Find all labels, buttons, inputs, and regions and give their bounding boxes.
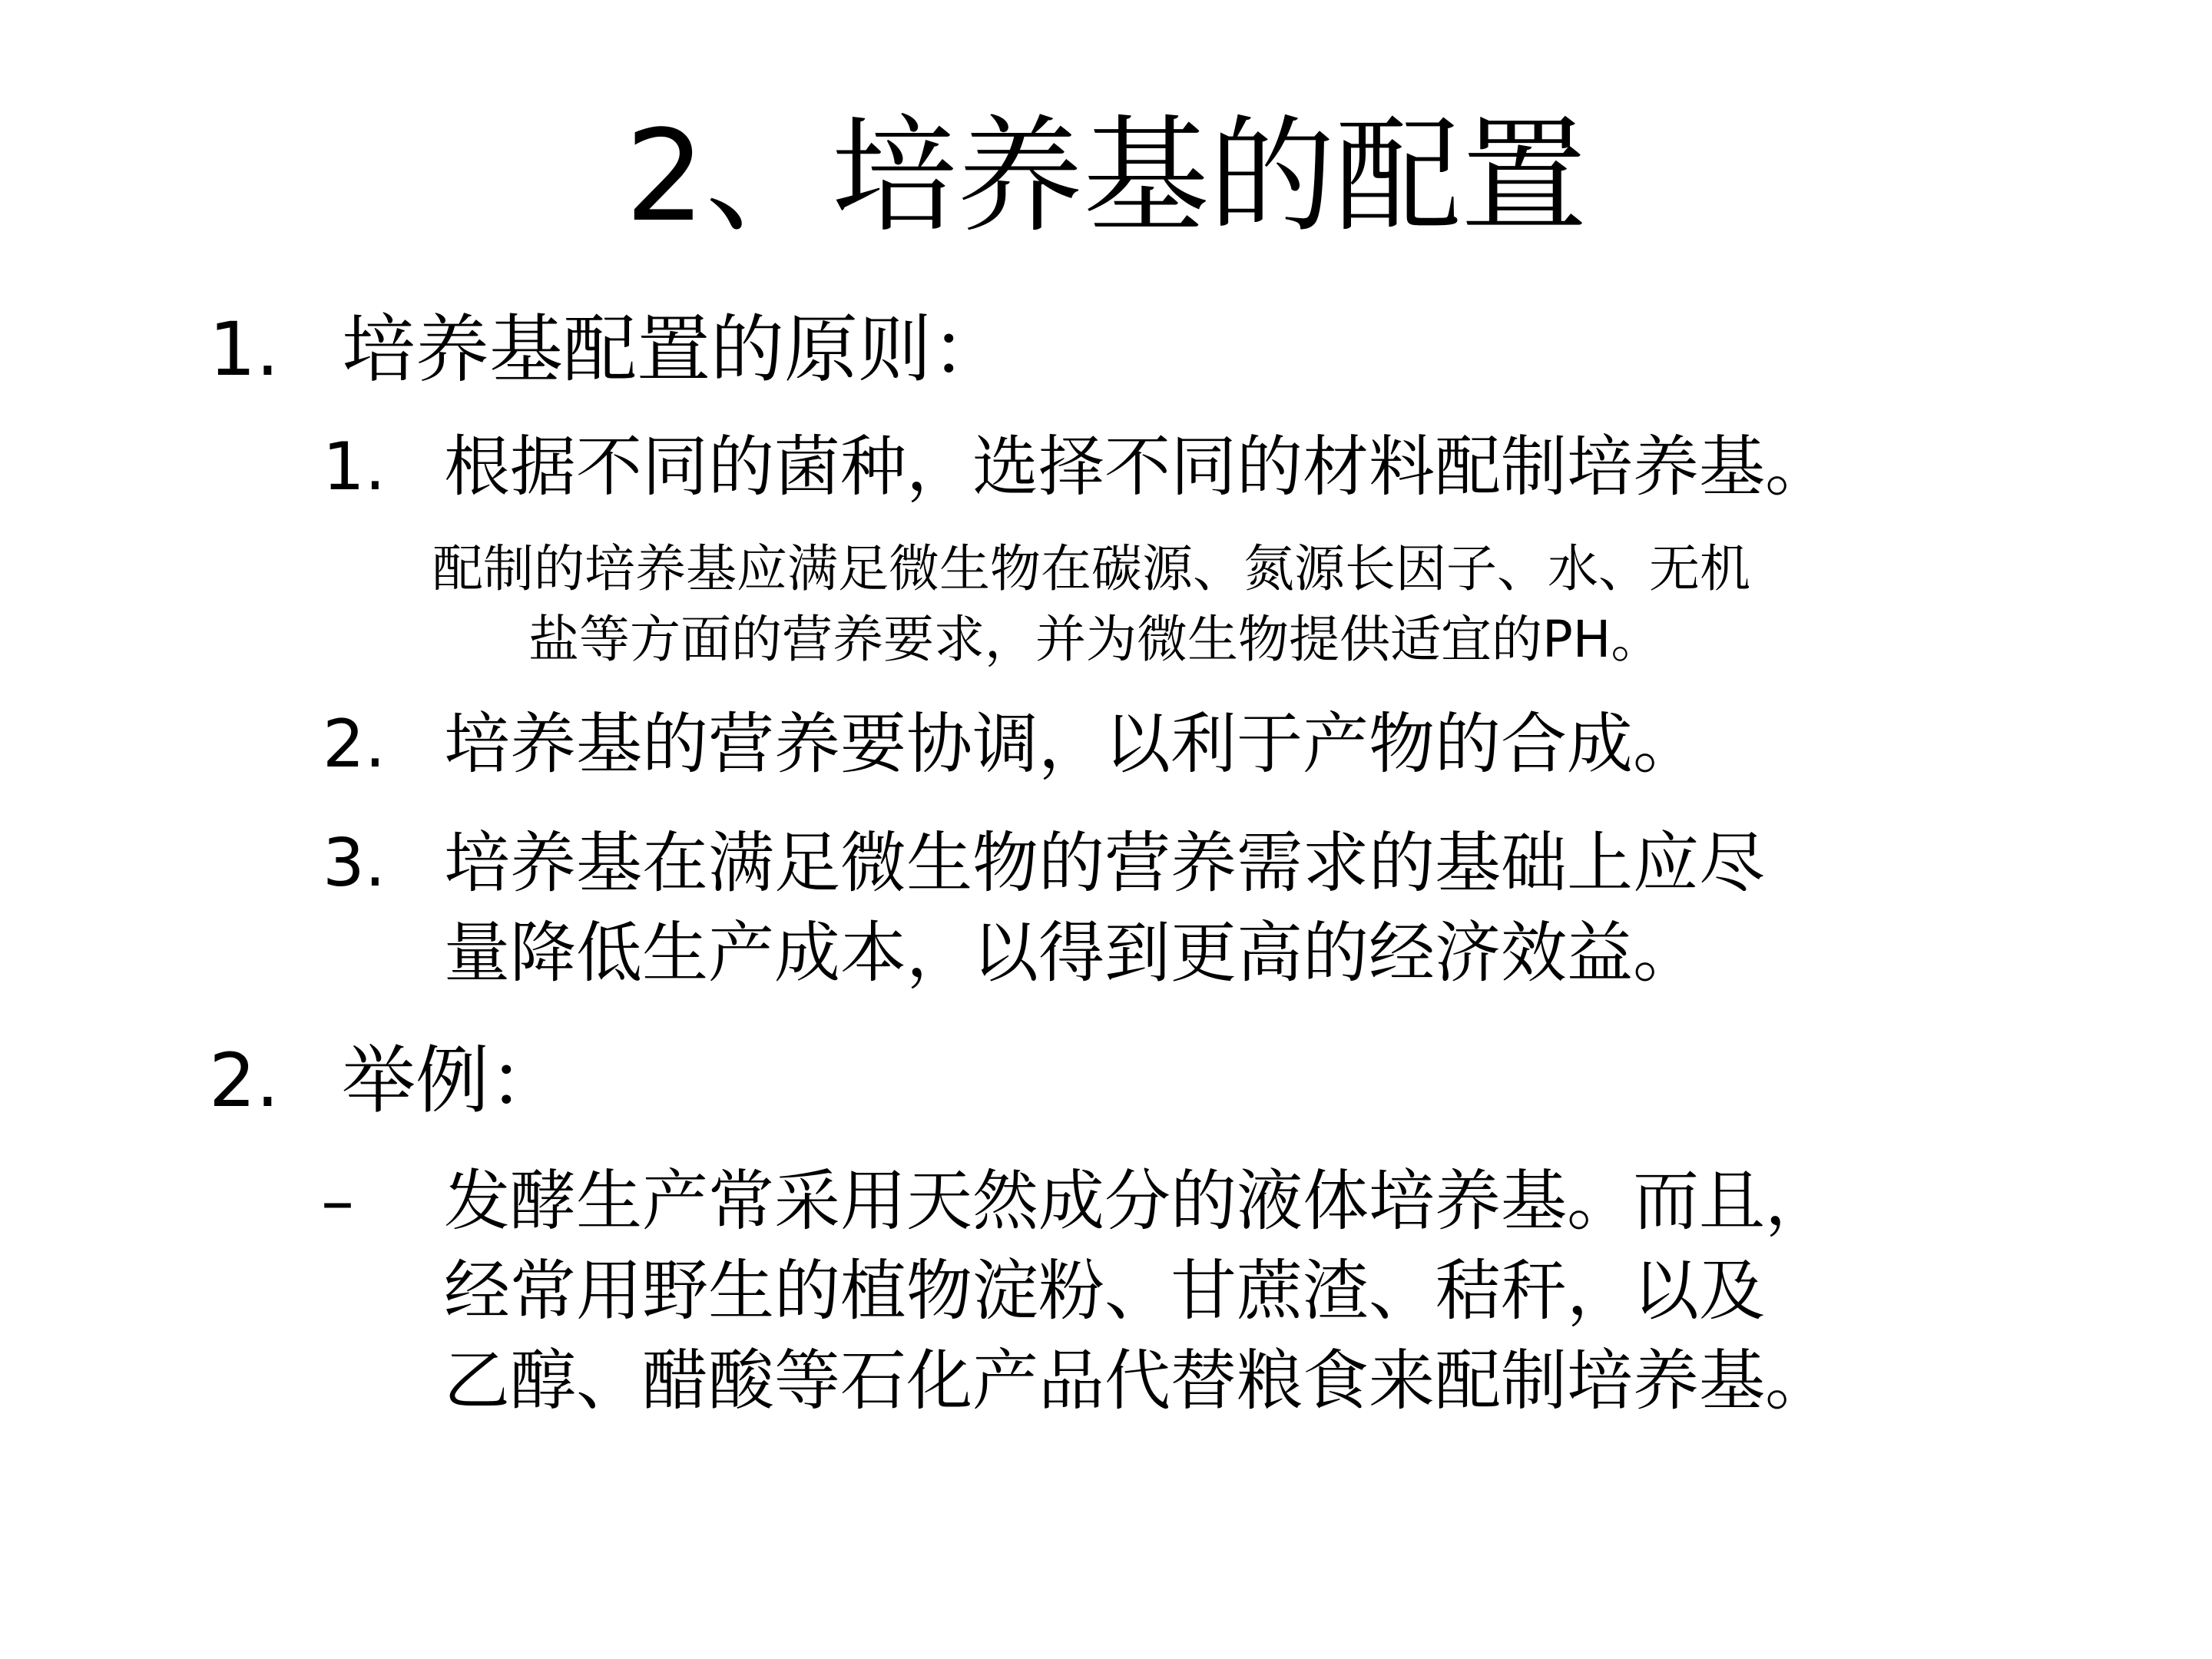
section-number: 1. — [209, 306, 280, 392]
section-number: 2. — [209, 1038, 280, 1124]
item-number: 3. — [323, 825, 386, 902]
item-text-line: 培养基在满足微生物的营养需求的基础上应尽 — [444, 825, 1765, 902]
section-heading: 举例： — [342, 1038, 563, 1124]
item-text-line: 发酵生产常采用天然成分的液体培养基。而且， — [444, 1163, 1831, 1240]
item-number: 2. — [323, 706, 386, 783]
item-text-line: 经常用野生的植物淀粉、甘蔗渣、秸秆，以及 — [444, 1253, 1765, 1330]
item-text: 根据不同的菌种，选择不同的材料配制培养基。 — [444, 429, 1831, 505]
item-bullet: – — [321, 1163, 354, 1240]
item-note-line: 盐等方面的营养要求，并为微生物提供适宜的PH。 — [528, 610, 1662, 669]
item-number: 1. — [323, 429, 386, 505]
section-heading: 培养基配置的原则： — [342, 306, 1005, 392]
item-text-line: 量降低生产成本，以得到更高的经济效益。 — [444, 915, 1699, 992]
slide-title: 2、培养基的配置 — [624, 103, 1588, 250]
item-note-line: 配制的培养基应满足微生物在碳源、氮源长因子、水、无机 — [432, 539, 1750, 598]
item-text: 培养基的营养要协调，以利于产物的合成。 — [444, 706, 1699, 783]
item-text-line: 乙醇、醋酸等石化产品代替粮食来配制培养基。 — [444, 1343, 1831, 1419]
